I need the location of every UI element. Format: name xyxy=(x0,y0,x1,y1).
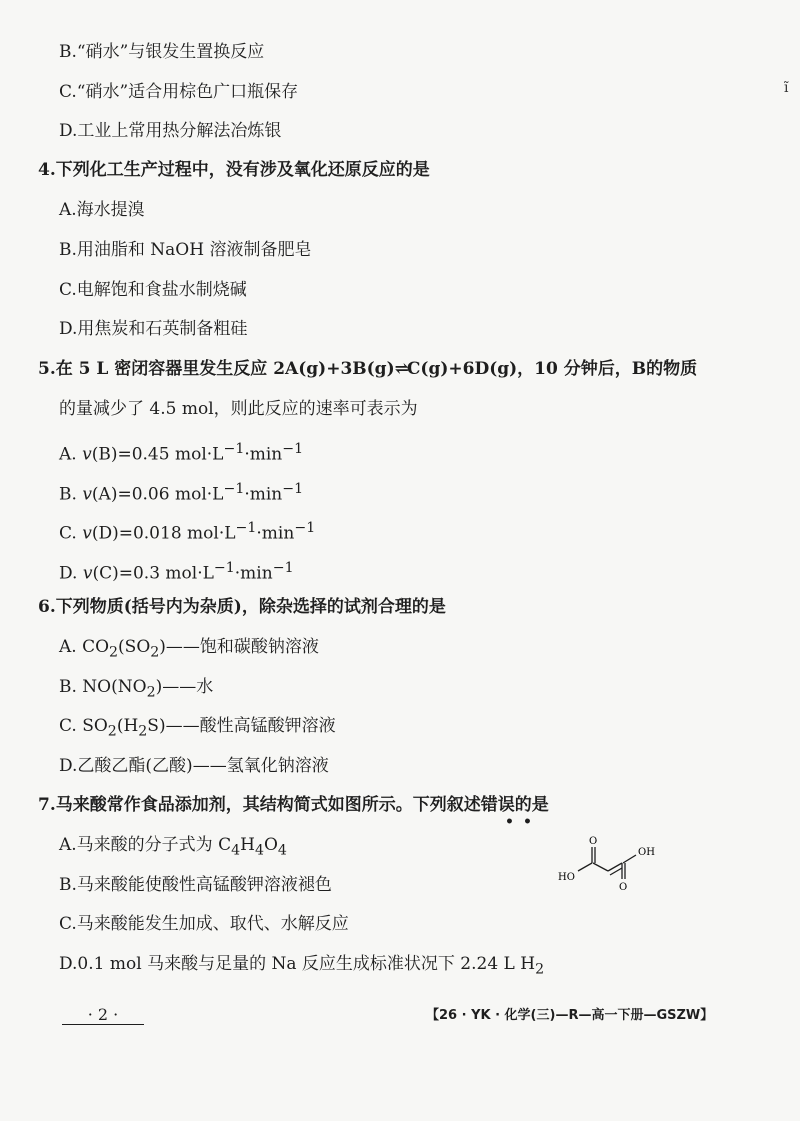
option-6c: C. $SO_2(H_2S)——$酸性高锰酸钾溶液 xyxy=(59,716,336,740)
option-4c: C.电解饱和食盐水制烧碱 xyxy=(59,280,247,300)
paper-code: 【26 · YK · 化学(三)—R—高一下册—GSZW】 xyxy=(426,1008,714,1023)
option-3b: B.“硝水”与银发生置换反应 xyxy=(59,42,265,62)
option-5d: D. v(C)=0.3 $mol\cdot L^{-1}\cdot\min^{-1}$ xyxy=(59,560,294,584)
option-4b: B.用油脂和 NaOH 溶液制备肥皂 xyxy=(59,240,312,260)
option-6a: A. $CO_2(SO_2)——$饱和碳酸钠溶液 xyxy=(59,637,319,661)
question-6: 6.下列物质(括号内为杂质)，除杂选择的试剂合理的是 xyxy=(38,597,446,617)
option-7c: C.马来酸能发生加成、取代、水解反应 xyxy=(59,914,349,934)
option-4a: A.海水提溴 xyxy=(59,200,145,220)
option-5a: A. v(B)=0.45 $mol\cdot L^{-1}\cdot\min^{-1}$ xyxy=(59,441,304,465)
oxygen-label-top: O xyxy=(589,836,598,847)
option-7b: B.马来酸能使酸性高锰酸钾溶液褪色 xyxy=(59,875,332,895)
option-5c: C. v(D)=0.018 $mol\cdot L^{-1}\cdot\min^{-1}$ xyxy=(59,520,316,544)
question-5-line1: 5.在 5 L 密闭容器里发生反应 2A(g)+3B(g)⇌C(g)+6D(g)，10 分钟后，B的物质 xyxy=(38,359,698,379)
margin-mark: ĩ xyxy=(784,80,789,96)
oxygen-label-bottom: O xyxy=(619,882,628,893)
option-6b: B. $NO(NO_2)——$水 xyxy=(59,677,214,701)
option-7a: A.马来酸的分子式为 $C_4H_4O_4$ xyxy=(59,835,287,859)
maleic-acid-structure xyxy=(556,833,666,893)
question-4: 4.下列化工生产过程中，没有涉及氧化还原反应的是 xyxy=(38,160,430,180)
question-5-line2: 的量减少了 4.5 mol，则此反应的速率可表示为 xyxy=(59,399,418,419)
option-6d: D.乙酸乙酯(乙酸)——氢氧化钠溶液 xyxy=(59,756,329,776)
option-3d: D.工业上常用热分解法冶炼银 xyxy=(59,121,282,141)
emphasis-dots: •• xyxy=(505,814,541,830)
option-5b: B. v(A)=0.06 $mol\cdot L^{-1}\cdot\min^{-1}$ xyxy=(59,481,304,505)
option-4d: D.用焦炭和石英制备粗硅 xyxy=(59,319,248,339)
hydroxyl-label-left: HO xyxy=(558,872,575,883)
question-7: 7.马来酸常作食品添加剂，其结构简式如图所示。下列叙述错误的是 xyxy=(38,795,549,815)
option-7d: D.0.1 mol 马来酸与足量的 Na 反应生成标准状况下 2.24 L $H_2$ xyxy=(59,954,545,978)
page-number: · 2 · xyxy=(62,1005,144,1025)
hydroxyl-label-right: OH xyxy=(638,847,655,858)
option-3c: C.“硝水”适合用棕色广口瓶保存 xyxy=(59,82,299,102)
